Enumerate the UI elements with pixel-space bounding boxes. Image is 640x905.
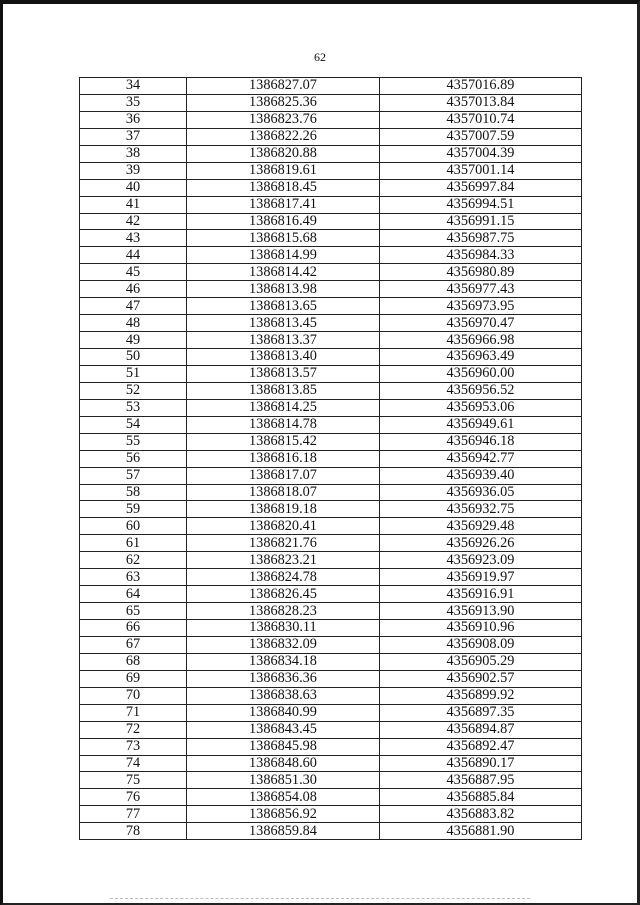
point-number-cell: 62 — [80, 552, 187, 569]
y-coordinate-cell: 4356926.26 — [380, 535, 582, 552]
x-coordinate-cell: 1386818.07 — [187, 484, 380, 501]
x-coordinate-cell: 1386823.21 — [187, 552, 380, 569]
point-number-cell: 50 — [80, 349, 187, 366]
x-coordinate-cell: 1386814.25 — [187, 399, 380, 416]
y-coordinate-cell: 4356883.82 — [380, 806, 582, 823]
table-row — [80, 738, 582, 755]
table-row — [80, 467, 582, 484]
table-row — [80, 636, 582, 653]
x-coordinate-cell: 1386840.99 — [187, 704, 380, 721]
table-row — [80, 78, 582, 95]
y-coordinate-cell: 4356913.90 — [380, 603, 582, 620]
point-number-cell: 38 — [80, 145, 187, 162]
table-row — [80, 128, 582, 145]
y-coordinate-cell: 4356881.90 — [380, 823, 582, 840]
y-coordinate-cell: 4356894.87 — [380, 721, 582, 738]
y-coordinate-cell: 4356916.91 — [380, 586, 582, 603]
point-number-cell: 70 — [80, 687, 187, 704]
x-coordinate-cell: 1386823.76 — [187, 111, 380, 128]
y-coordinate-cell: 4356987.75 — [380, 230, 582, 247]
y-coordinate-cell: 4356994.51 — [380, 196, 582, 213]
point-number-cell: 51 — [80, 365, 187, 382]
point-number-cell: 72 — [80, 721, 187, 738]
table-row — [80, 230, 582, 247]
table-row — [80, 687, 582, 704]
point-number-cell: 74 — [80, 755, 187, 772]
table-row — [80, 416, 582, 433]
table-row — [80, 721, 582, 738]
bottom-divider — [110, 898, 530, 899]
y-coordinate-cell: 4356929.48 — [380, 518, 582, 535]
table-row — [80, 433, 582, 450]
x-coordinate-cell: 1386813.37 — [187, 332, 380, 349]
point-number-cell: 46 — [80, 281, 187, 298]
table-row — [80, 382, 582, 399]
table-row — [80, 332, 582, 349]
x-coordinate-cell: 1386820.41 — [187, 518, 380, 535]
y-coordinate-cell: 4356980.89 — [380, 264, 582, 281]
y-coordinate-cell: 4357013.84 — [380, 94, 582, 111]
point-number-cell: 68 — [80, 653, 187, 670]
y-coordinate-cell: 4356953.06 — [380, 399, 582, 416]
x-coordinate-cell: 1386838.63 — [187, 687, 380, 704]
y-coordinate-cell: 4356949.61 — [380, 416, 582, 433]
x-coordinate-cell: 1386834.18 — [187, 653, 380, 670]
point-number-cell: 75 — [80, 772, 187, 789]
point-number-cell: 71 — [80, 704, 187, 721]
x-coordinate-cell: 1386816.18 — [187, 450, 380, 467]
point-number-cell: 64 — [80, 586, 187, 603]
y-coordinate-cell: 4356946.18 — [380, 433, 582, 450]
x-coordinate-cell: 1386814.42 — [187, 264, 380, 281]
point-number-cell: 35 — [80, 94, 187, 111]
y-coordinate-cell: 4356887.95 — [380, 772, 582, 789]
x-coordinate-cell: 1386827.07 — [187, 78, 380, 95]
table-row — [80, 620, 582, 637]
y-coordinate-cell: 4356970.47 — [380, 315, 582, 332]
x-coordinate-cell: 1386813.45 — [187, 315, 380, 332]
table-row — [80, 365, 582, 382]
x-coordinate-cell: 1386856.92 — [187, 806, 380, 823]
point-number-cell: 60 — [80, 518, 187, 535]
point-number-cell: 69 — [80, 670, 187, 687]
table-row — [80, 603, 582, 620]
x-coordinate-cell: 1386845.98 — [187, 738, 380, 755]
page-number: 62 — [314, 50, 326, 64]
point-number-cell: 76 — [80, 789, 187, 806]
x-coordinate-cell: 1386818.45 — [187, 179, 380, 196]
coordinates-table-body — [80, 78, 582, 840]
x-coordinate-cell: 1386813.98 — [187, 281, 380, 298]
table-row — [80, 111, 582, 128]
point-number-cell: 45 — [80, 264, 187, 281]
table-row — [80, 179, 582, 196]
y-coordinate-cell: 4356885.84 — [380, 789, 582, 806]
y-coordinate-cell: 4356890.17 — [380, 755, 582, 772]
y-coordinate-cell: 4356902.57 — [380, 670, 582, 687]
point-number-cell: 44 — [80, 247, 187, 264]
x-coordinate-cell: 1386813.85 — [187, 382, 380, 399]
table-row — [80, 755, 582, 772]
y-coordinate-cell: 4356892.47 — [380, 738, 582, 755]
table-row — [80, 518, 582, 535]
y-coordinate-cell: 4356991.15 — [380, 213, 582, 230]
x-coordinate-cell: 1386830.11 — [187, 620, 380, 637]
point-number-cell: 58 — [80, 484, 187, 501]
x-coordinate-cell: 1386819.61 — [187, 162, 380, 179]
point-number-cell: 41 — [80, 196, 187, 213]
table-row — [80, 586, 582, 603]
table-row — [80, 535, 582, 552]
table-row — [80, 484, 582, 501]
y-coordinate-cell: 4356984.33 — [380, 247, 582, 264]
coordinates-table — [79, 77, 582, 840]
table-row — [80, 552, 582, 569]
x-coordinate-cell: 1386820.88 — [187, 145, 380, 162]
x-coordinate-cell: 1386859.84 — [187, 823, 380, 840]
y-coordinate-cell: 4357001.14 — [380, 162, 582, 179]
y-coordinate-cell: 4356923.09 — [380, 552, 582, 569]
y-coordinate-cell: 4356919.97 — [380, 569, 582, 586]
point-number-cell: 34 — [80, 78, 187, 95]
x-coordinate-cell: 1386819.18 — [187, 501, 380, 518]
y-coordinate-cell: 4356956.52 — [380, 382, 582, 399]
point-number-cell: 78 — [80, 823, 187, 840]
y-coordinate-cell: 4356897.35 — [380, 704, 582, 721]
x-coordinate-cell: 1386832.09 — [187, 636, 380, 653]
x-coordinate-cell: 1386817.41 — [187, 196, 380, 213]
point-number-cell: 66 — [80, 620, 187, 637]
y-coordinate-cell: 4356910.96 — [380, 620, 582, 637]
y-coordinate-cell: 4356942.77 — [380, 450, 582, 467]
x-coordinate-cell: 1386828.23 — [187, 603, 380, 620]
x-coordinate-cell: 1386817.07 — [187, 467, 380, 484]
point-number-cell: 37 — [80, 128, 187, 145]
y-coordinate-cell: 4356908.09 — [380, 636, 582, 653]
table-row — [80, 94, 582, 111]
table-row — [80, 670, 582, 687]
x-coordinate-cell: 1386814.78 — [187, 416, 380, 433]
y-coordinate-cell: 4356963.49 — [380, 349, 582, 366]
table-row — [80, 569, 582, 586]
point-number-cell: 67 — [80, 636, 187, 653]
x-coordinate-cell: 1386815.68 — [187, 230, 380, 247]
table-row — [80, 162, 582, 179]
y-coordinate-cell: 4356997.84 — [380, 179, 582, 196]
table-row — [80, 264, 582, 281]
x-coordinate-cell: 1386815.42 — [187, 433, 380, 450]
y-coordinate-cell: 4356932.75 — [380, 501, 582, 518]
table-row — [80, 501, 582, 518]
point-number-cell: 57 — [80, 467, 187, 484]
table-row — [80, 789, 582, 806]
table-row — [80, 213, 582, 230]
point-number-cell: 52 — [80, 382, 187, 399]
y-coordinate-cell: 4356960.00 — [380, 365, 582, 382]
y-coordinate-cell: 4356899.92 — [380, 687, 582, 704]
point-number-cell: 36 — [80, 111, 187, 128]
table-row — [80, 450, 582, 467]
point-number-cell: 40 — [80, 179, 187, 196]
table-row — [80, 196, 582, 213]
point-number-cell: 55 — [80, 433, 187, 450]
point-number-cell: 49 — [80, 332, 187, 349]
table-row — [80, 806, 582, 823]
point-number-cell: 73 — [80, 738, 187, 755]
point-number-cell: 65 — [80, 603, 187, 620]
y-coordinate-cell: 4357007.59 — [380, 128, 582, 145]
x-coordinate-cell: 1386821.76 — [187, 535, 380, 552]
y-coordinate-cell: 4356939.40 — [380, 467, 582, 484]
point-number-cell: 53 — [80, 399, 187, 416]
y-coordinate-cell: 4356977.43 — [380, 281, 582, 298]
point-number-cell: 48 — [80, 315, 187, 332]
table-row — [80, 298, 582, 315]
table-row — [80, 315, 582, 332]
x-coordinate-cell: 1386814.99 — [187, 247, 380, 264]
table-row — [80, 281, 582, 298]
y-coordinate-cell: 4356905.29 — [380, 653, 582, 670]
point-number-cell: 63 — [80, 569, 187, 586]
x-coordinate-cell: 1386854.08 — [187, 789, 380, 806]
y-coordinate-cell: 4356936.05 — [380, 484, 582, 501]
x-coordinate-cell: 1386813.57 — [187, 365, 380, 382]
table-row — [80, 145, 582, 162]
table-row — [80, 399, 582, 416]
x-coordinate-cell: 1386825.36 — [187, 94, 380, 111]
x-coordinate-cell: 1386836.36 — [187, 670, 380, 687]
y-coordinate-cell: 4356973.95 — [380, 298, 582, 315]
table-row — [80, 704, 582, 721]
table-row — [80, 653, 582, 670]
x-coordinate-cell: 1386848.60 — [187, 755, 380, 772]
table-row — [80, 247, 582, 264]
point-number-cell: 77 — [80, 806, 187, 823]
point-number-cell: 59 — [80, 501, 187, 518]
x-coordinate-cell: 1386826.45 — [187, 586, 380, 603]
point-number-cell: 43 — [80, 230, 187, 247]
x-coordinate-cell: 1386816.49 — [187, 213, 380, 230]
y-coordinate-cell: 4357004.39 — [380, 145, 582, 162]
x-coordinate-cell: 1386843.45 — [187, 721, 380, 738]
x-coordinate-cell: 1386824.78 — [187, 569, 380, 586]
y-coordinate-cell: 4356966.98 — [380, 332, 582, 349]
table-row — [80, 823, 582, 840]
x-coordinate-cell: 1386851.30 — [187, 772, 380, 789]
y-coordinate-cell: 4357010.74 — [380, 111, 582, 128]
point-number-cell: 47 — [80, 298, 187, 315]
point-number-cell: 42 — [80, 213, 187, 230]
x-coordinate-cell: 1386813.65 — [187, 298, 380, 315]
table-row — [80, 349, 582, 366]
x-coordinate-cell: 1386813.40 — [187, 349, 380, 366]
x-coordinate-cell: 1386822.26 — [187, 128, 380, 145]
point-number-cell: 56 — [80, 450, 187, 467]
point-number-cell: 39 — [80, 162, 187, 179]
table-row — [80, 772, 582, 789]
y-coordinate-cell: 4357016.89 — [380, 78, 582, 95]
point-number-cell: 61 — [80, 535, 187, 552]
point-number-cell: 54 — [80, 416, 187, 433]
